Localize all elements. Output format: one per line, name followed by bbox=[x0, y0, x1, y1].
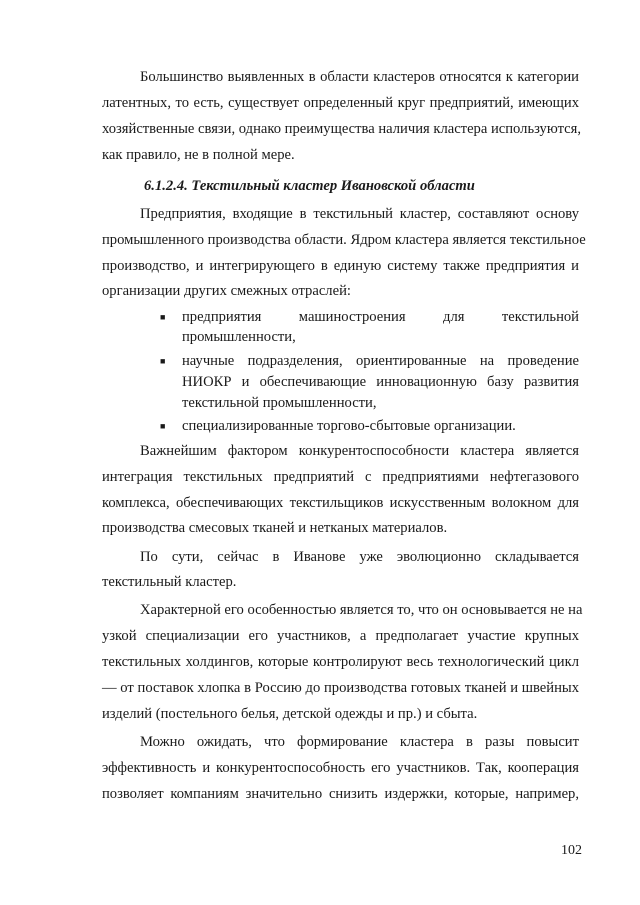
text-line: Большинство выявленных в области кластеров относятся к категории bbox=[140, 69, 579, 85]
text-line: предприятия машиностроения для текстильной bbox=[182, 309, 579, 325]
text-line: НИОКР и обеспечивающие инновационную базу развития bbox=[182, 374, 579, 390]
text-line: латентных, то есть, существует определенный круг предприятий, имеющих bbox=[102, 95, 579, 111]
text-line: промышленного производства области. Ядром кластера является текстильное bbox=[102, 232, 586, 248]
text-line: хозяйственные связи, однако преимущества наличия кластера используются, bbox=[102, 121, 581, 137]
text-line: производство, и интегрирующего в единую систему также предприятия и bbox=[102, 258, 579, 274]
bullet-marker: ■ bbox=[160, 356, 166, 366]
text-line: Характерной его особенностью является то, что он основывается не на bbox=[140, 602, 583, 618]
text-line: организации других смежных отраслей: bbox=[102, 283, 351, 299]
page-number: 102 bbox=[561, 843, 582, 858]
text-line: Предприятия, входящие в текстильный кластер, составляют основу bbox=[140, 206, 579, 222]
text-line: интеграция текстильных предприятий с предприятиями нефтегазового bbox=[102, 469, 579, 485]
text-line: производства смесовых тканей и нетканых материалов. bbox=[102, 520, 448, 536]
text-line: специализированные торгово-сбытовые организации. bbox=[182, 418, 516, 434]
text-line: изделий (постельного белья, детской одежды и пр.) и сбыта. bbox=[102, 706, 478, 722]
text-line: узкой специализации его участников, а предполагает участие крупных bbox=[102, 628, 579, 644]
text-line: По сути, сейчас в Иванове уже эволюционно складывается bbox=[140, 549, 579, 565]
section-heading: 6.1.2.4. Текстильный кластер Ивановской области bbox=[144, 178, 475, 194]
text-line: текстильный кластер. bbox=[102, 574, 237, 590]
text-line: Важнейшим фактором конкурентоспособности кластера является bbox=[140, 443, 579, 459]
text-line: эффективность и конкурентоспособность его участников. Так, кооперация bbox=[102, 760, 579, 776]
text-line: промышленности, bbox=[182, 329, 296, 345]
text-line: текстильной промышленности, bbox=[182, 395, 377, 411]
bullet-marker: ■ bbox=[160, 312, 166, 322]
text-line: как правило, не в полной мере. bbox=[102, 147, 295, 163]
bullet-marker: ■ bbox=[160, 421, 166, 431]
text-line: позволяет компаниям значительно снизить издержки, которые, например, bbox=[102, 786, 579, 802]
text-line: Можно ожидать, что формирование кластера в разы повысит bbox=[140, 734, 579, 750]
text-line: научные подразделения, ориентированные на проведение bbox=[182, 353, 579, 369]
text-line: комплекса, обеспечивающих текстильщиков искусственным волокном для bbox=[102, 495, 579, 511]
text-line: текстильных холдингов, которые контролируют весь технологический цикл bbox=[102, 654, 579, 670]
text-line: — от поставок хлопка в Россию до производства готовых тканей и швейных bbox=[102, 680, 579, 696]
